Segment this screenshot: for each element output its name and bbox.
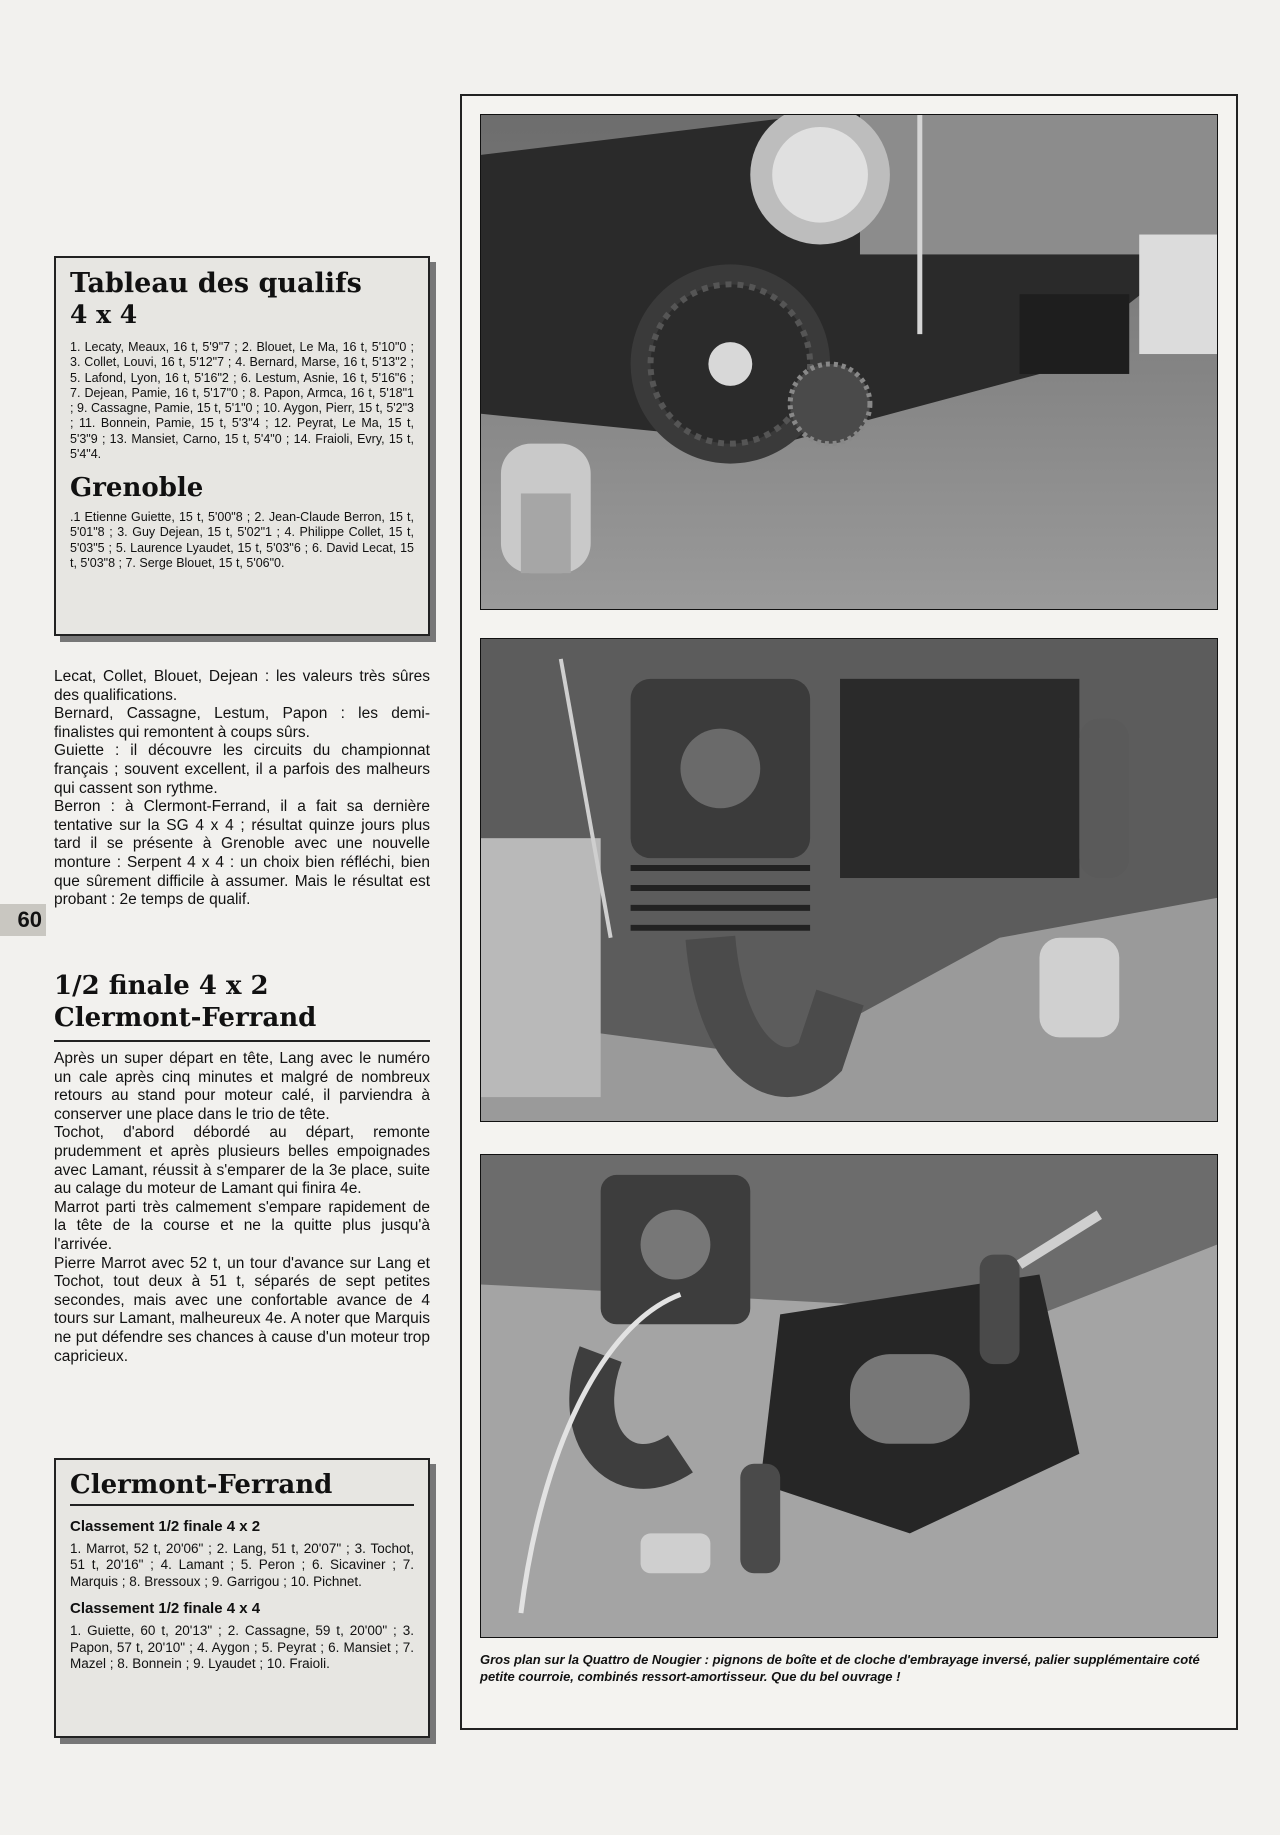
qualifs-subtitle: 4 x 4 bbox=[70, 300, 138, 329]
ranking-results-4x2: 1. Marrot, 52 t, 20'06" ; 2. Lang, 51 t, 20'07" ; 3. Tochot, 51 t, 20'16" ; 4. Lamant ; 5. Peron ; 6. Sicaviner ; 7. Marquis ; 8. Bressoux ; 9. Garrigou ; 10. Pichnet. bbox=[70, 1541, 414, 1589]
page-number: 60 bbox=[0, 904, 46, 936]
photo-caption: Gros plan sur la Quattro de Nougier : pignons de boîte et de cloche d'embrayage inversé, palier supplémentaire coté petite courroie, combinés ressort-amortisseur. Que du bel ouvrage ! bbox=[480, 1652, 1200, 1684]
finale-section bbox=[54, 970, 430, 1366]
qualifs-title: Tableau des qualifs bbox=[70, 268, 362, 299]
commentary-paragraph: Berron : à Clermont-Ferrand, il a fait sa dernière tentative sur la SG 4 x 4 ; résultat quinze jours plus tard il se présente à Grenoble avec une nouvelle monture : Serpent 4 x 4 : un choix bien réfléchi, bien que sûrement difficile à assumer. Mais le résultat est probant : 2e temps de qualif. bbox=[54, 798, 430, 909]
gearbox-photo bbox=[480, 114, 1218, 610]
engine-photo bbox=[480, 638, 1218, 1122]
finale-paragraph: Tochot, d'abord débordé au départ, remonte prudemment et après plusieurs belles empoignades avec Lamant, réussit à s'emparer de la 3e place, suite au calage du moteur de Lamant qui finira 4e. bbox=[54, 1124, 430, 1198]
commentary-paragraph: Guiette : il découvre les circuits du championnat français ; souvent excellent, il a parfois des malheurs qui cassent son rythme. bbox=[54, 742, 430, 797]
qualifs-box bbox=[54, 256, 430, 636]
commentary-paragraph: Bernard, Cassagne, Lestum, Papon : les demi-finalistes qui remontent à coups sûrs. bbox=[54, 705, 430, 741]
ranking-heading-4x4: Classement 1/2 finale 4 x 4 bbox=[70, 1600, 261, 1618]
finale-paragraph: Après un super départ en tête, Lang avec le numéro un cale après cinq minutes et malgré de nombreux retours au stand pour moteur calé, il parviendra à conserver une place dans le trio de tête. bbox=[54, 1050, 430, 1123]
grenoble-results: .1 Etienne Guiette, 15 t, 5'00"8 ; 2. Jean-Claude Berron, 15 t, 5'01"8 ; 3. Guy Dejean, 15 t, 5'02"1 ; 4. Philippe Collet, 15 t, 5'03"5 ; 5. Laurence Lyaudet, 15 t, 5'03"6 ; 6. David Lecat, 15 t, 5'03"8 ; 7. Serge Blouet, 15 t, 5'06"0. bbox=[70, 510, 414, 570]
clermont-results-box bbox=[54, 1458, 430, 1738]
divider bbox=[54, 1040, 430, 1042]
clermont-title: Clermont-Ferrand bbox=[70, 1468, 414, 1506]
finale-subtitle: Clermont-Ferrand bbox=[54, 1003, 317, 1033]
finale-paragraph: Marrot parti très calmement s'empare rapidement de la tête de la course et ne la quitte plus jusqu'à l'arrivée. bbox=[54, 1198, 430, 1253]
qualifs-results: 1. Lecaty, Meaux, 16 t, 5'9"7 ; 2. Blouet, Le Ma, 16 t, 5'10"0 ; 3. Collet, Louvi, 16 t, 5'12"7 ; 4. Bernard, Marse, 16 t, 5'13"2 ; 5. Lafond, Lyon, 16 t, 5'16"2 ; 6. Lestum, Asnie, 16 t, 5'16"6 ; 7. Dejean, Pamie, 16 t, 5'17"0 ; 8. Papon, Armca, 16 t, 5'18"1 ; 9. Cassagne, Pamie, 15 t, 5'1"0 ; 10. Aygon, Pierr, 15 t, 5'2"3 ; 11. Bonnein, Pamie, 15 t, 5'3"4 ; 12. Peyrat, Le Ma, 15 t, 5'3"9 ; 13. Mansiet, Carno, 15 t, 5'4"0 ; 14. Fraioli, Evry, 15 t, 5'4"4. bbox=[70, 340, 414, 461]
chassis-photo bbox=[480, 1154, 1218, 1638]
commentary-paragraph: Lecat, Collet, Blouet, Dejean : les valeurs très sûres des qualifications. bbox=[54, 668, 430, 704]
commentary-text bbox=[54, 668, 430, 910]
finale-paragraph: Pierre Marrot avec 52 t, un tour d'avance sur Lang et Tochot, tout deux à 51 t, séparés de sept petites secondes, mais avec une confortable avance de 4 tours sur Lamant, malheureux 4e. A noter que Marquis ne put défendre ses chances à cause d'un moteur trop capricieux. bbox=[54, 1254, 430, 1365]
photo-frame bbox=[460, 94, 1238, 1730]
grenoble-title: Grenoble bbox=[70, 473, 204, 503]
finale-title: 1/2 finale 4 x 2 bbox=[54, 971, 269, 1001]
ranking-results-4x4: 1. Guiette, 60 t, 20'13" ; 2. Cassagne, 59 t, 20'00" ; 3. Papon, 57 t, 20'10" ; 4. Aygon ; 5. Peyrat ; 6. Mansiet ; 7. Mazel ; 8. Bonnein ; 9. Lyaudet ; 10. Fraioli. bbox=[70, 1623, 414, 1672]
ranking-heading-4x2: Classement 1/2 finale 4 x 2 bbox=[70, 1518, 261, 1535]
